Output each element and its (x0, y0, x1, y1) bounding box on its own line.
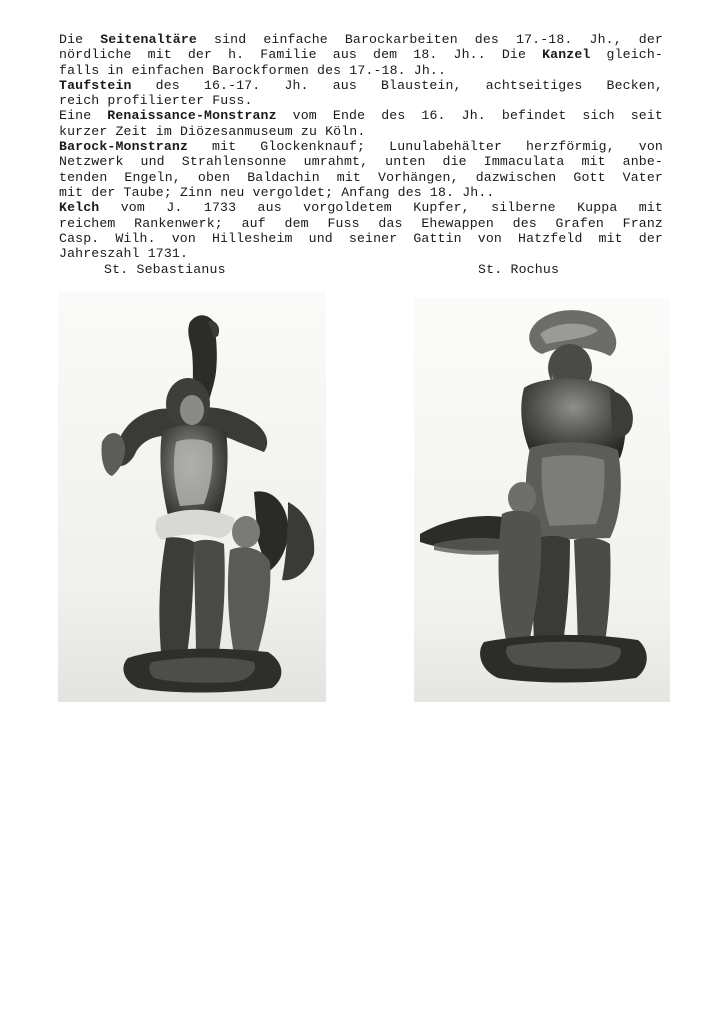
keyword-taufstein: Taufstein (59, 77, 132, 93)
rochus-statue-icon (414, 298, 670, 702)
text-line: Netzwerk und Strahlensonne umrahmt, unten die Immaculata mit anbe- (59, 154, 663, 170)
text-line: Casp. Wilh. von Hillesheim und seiner Gattin von Hatzfeld mit der (59, 230, 663, 246)
text-line: mit der Taube; Zinn neu vergoldet; Anfang des 18. Jh.. (59, 184, 495, 200)
keyword-kelch: Kelch (59, 200, 100, 216)
keyword-barock-monstranz: Barock-Monstranz (59, 139, 189, 155)
keyword-kanzel: Kanzel (542, 47, 591, 63)
st-sebastianus-statue-photo (58, 292, 326, 702)
keyword-seitenaltaere: Seitenaltäre (100, 32, 197, 47)
st-rochus-statue-photo (414, 298, 670, 702)
text-line: Die Seitenaltäre sind einfache Barockarbeiten des 17.-18. Jh., der (59, 32, 663, 47)
text-line: nördliche mit der h. Familie aus dem 18. Jh.. Die Kanzel gleich- (59, 47, 663, 63)
body-text (59, 32, 663, 261)
text-line: kurzer Zeit im Diözesanmuseum zu Köln. (59, 123, 366, 139)
text-line: falls in einfachen Barockformen des 17.-18. Jh.. (59, 62, 447, 78)
text-line: tenden Engeln, oben Baldachin mit Vorhängen, dazwischen Gott Vater (59, 169, 663, 185)
text-line: Taufstein des 16.-17. Jh. aus Blaustein, achtseitiges Becken, (59, 77, 663, 93)
text-line: Jahreszahl 1731. (59, 246, 189, 262)
text-line: Barock-Monstranz mit Glockenknauf; Lunulabehälter herzförmig, von (59, 139, 663, 155)
caption-st-rochus: St. Rochus (478, 262, 560, 277)
text-line: reich profilierter Fuss. (59, 93, 253, 109)
keyword-renaissance-monstranz: Renaissance-Monstranz (107, 108, 277, 124)
text-line: Eine Renaissance-Monstranz vom Ende des 16. Jh. befindet sich seit (59, 108, 663, 124)
text-line: reichem Rankenwerk; auf dem Fuss das Ehewappen des Grafen Franz (59, 215, 663, 231)
text-line: Kelch vom J. 1733 aus vorgoldetem Kupfer, silberne Kuppa mit (59, 200, 663, 216)
sebastianus-statue-icon (58, 292, 326, 702)
caption-st-sebastianus: St. Sebastianus (104, 262, 226, 277)
